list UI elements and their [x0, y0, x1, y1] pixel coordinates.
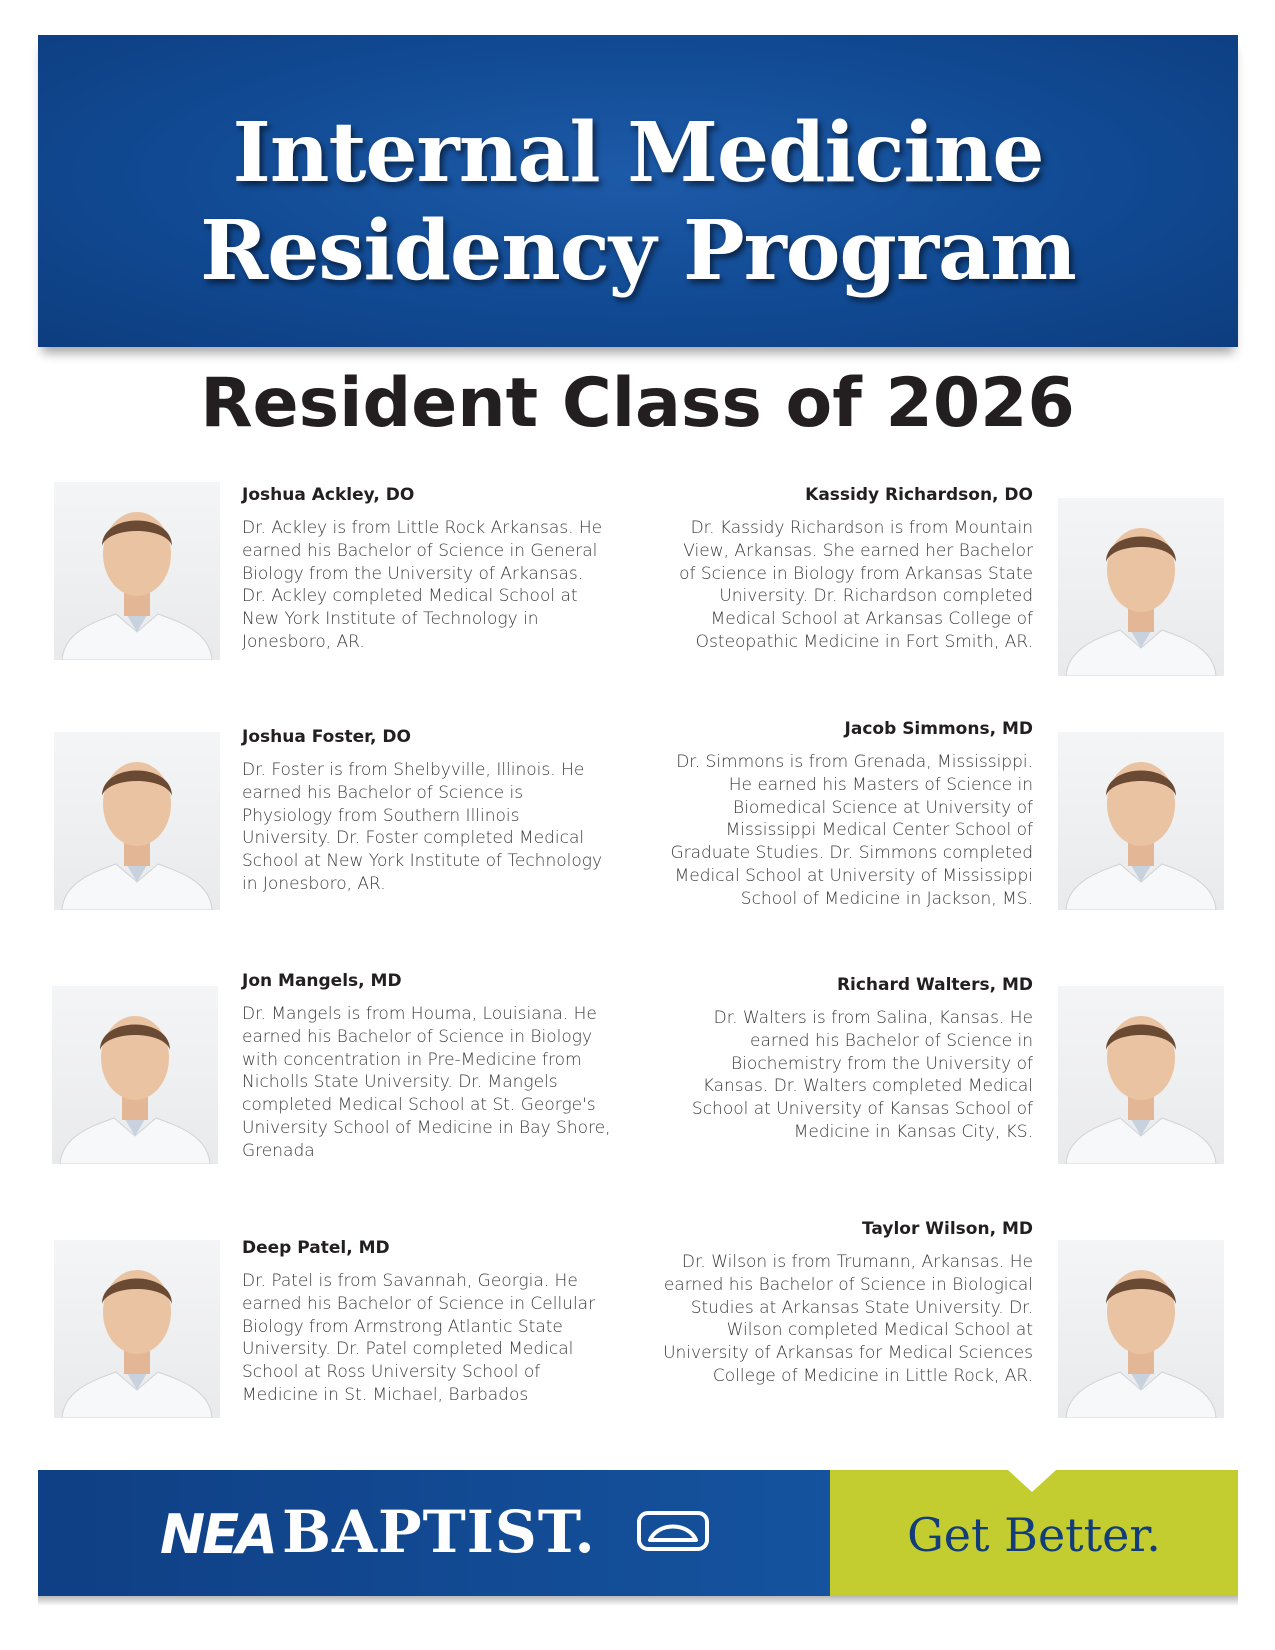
logo-nea: NEA	[160, 1503, 275, 1566]
resident-name: Joshua Ackley, DO	[242, 485, 415, 505]
resident-kassidy-richardson	[663, 485, 1033, 654]
resident-taylor-wilson	[663, 1219, 1033, 1388]
resident-richard-walters	[663, 975, 1033, 1144]
portrait-icon	[54, 482, 220, 660]
resident-deep-patel	[242, 1238, 612, 1407]
resident-name: Kassidy Richardson, DO	[805, 485, 1033, 505]
resident-name: Taylor Wilson, MD	[862, 1219, 1033, 1239]
resident-bio: Dr. Wilson is from Trumann, Arkansas. He earned his Bachelor of Science in Biological Studies at Arkansas State University. Dr. Wilson completed Medical School at University of Arkansas for Medical Sciences College of Medicine in Little Rock, AR.	[663, 1252, 1033, 1386]
photo-jon-mangels	[52, 986, 218, 1164]
tagline-notch	[1008, 1470, 1056, 1492]
portrait-icon	[1058, 498, 1224, 676]
resident-bio: Dr. Ackley is from Little Rock Arkansas. He earned his Bachelor of Science in General Biology from the University of Arkansas. Dr. Ackley completed Medical School at New York Institute of Technology in Jonesboro, AR.	[242, 518, 603, 652]
resident-name: Deep Patel, MD	[242, 1238, 390, 1258]
resident-name: Jon Mangels, MD	[242, 971, 402, 991]
photo-kassidy-richardson	[1058, 498, 1224, 676]
baptist-logo-icon	[636, 1510, 710, 1552]
photo-deep-patel	[54, 1240, 220, 1418]
header-title-line2: Residency Program	[200, 203, 1076, 299]
resident-name: Joshua Foster, DO	[242, 727, 411, 747]
class-title: Resident Class of 2026	[200, 364, 1075, 443]
photo-richard-walters	[1058, 986, 1224, 1164]
header-title-line1: Internal Medicine	[232, 105, 1044, 201]
portrait-icon	[54, 732, 220, 910]
resident-bio: Dr. Foster is from Shelbyville, Illinois. He earned his Bachelor of Science is Physiology from Southern Illinois University. Dr. Foster completed Medical School at New York Institute of Technology in Jonesboro, AR.	[242, 760, 603, 894]
resident-bio: Dr. Walters is from Salina, Kansas. He earned his Bachelor of Science in Biochemistry from the University of Kansas. Dr. Walters completed Medical School at University of Kansas School of Medicine in Kansas City, KS.	[691, 1008, 1033, 1142]
photo-joshua-ackley	[54, 482, 220, 660]
header-banner	[38, 35, 1238, 347]
photo-jacob-simmons	[1058, 732, 1224, 910]
resident-name: Jacob Simmons, MD	[844, 719, 1033, 739]
resident-jon-mangels	[242, 971, 612, 1163]
portrait-icon	[1058, 732, 1224, 910]
photo-taylor-wilson	[1058, 1240, 1224, 1418]
resident-joshua-foster	[242, 727, 612, 896]
portrait-icon	[1058, 986, 1224, 1164]
tagline: Get Better.	[907, 1508, 1161, 1562]
resident-bio: Dr. Mangels is from Houma, Louisiana. He earned his Bachelor of Science in Biology with concentration in Pre-Medicine from Nicholls State University. Dr. Mangels completed Medical School at St. George's University School of Medicine in Bay Shore, Grenada	[242, 1004, 611, 1161]
portrait-icon	[52, 986, 218, 1164]
resident-jacob-simmons	[663, 719, 1033, 911]
photo-joshua-foster	[54, 732, 220, 910]
resident-name: Richard Walters, MD	[836, 975, 1033, 995]
resident-joshua-ackley	[242, 485, 612, 654]
resident-bio: Dr. Simmons is from Grenada, Mississippi. He earned his Masters of Science in Biomedical Science at University of Mississippi Medical Center School of Graduate Studies. Dr. Simmons completed Medical School at University of Mississippi School of Medicine in Jackson, MS.	[670, 752, 1033, 909]
resident-bio: Dr. Kassidy Richardson is from Mountain View, Arkansas. She earned her Bachelor of Science in Biology from Arkansas State University. Dr. Richardson completed Medical School at Arkansas College of Osteopathic Medicine in Fort Smith, AR.	[679, 518, 1033, 652]
logo-baptist: BAPTIST.	[282, 1498, 596, 1566]
resident-bio: Dr. Patel is from Savannah, Georgia. He earned his Bachelor of Science in Cellular Biology from Armstrong Atlantic State University. Dr. Patel completed Medical School at Ross University School of Medicine in St. Michael, Barbados	[242, 1271, 596, 1405]
portrait-icon	[54, 1240, 220, 1418]
portrait-icon	[1058, 1240, 1224, 1418]
footer-shadow	[38, 1596, 1238, 1606]
